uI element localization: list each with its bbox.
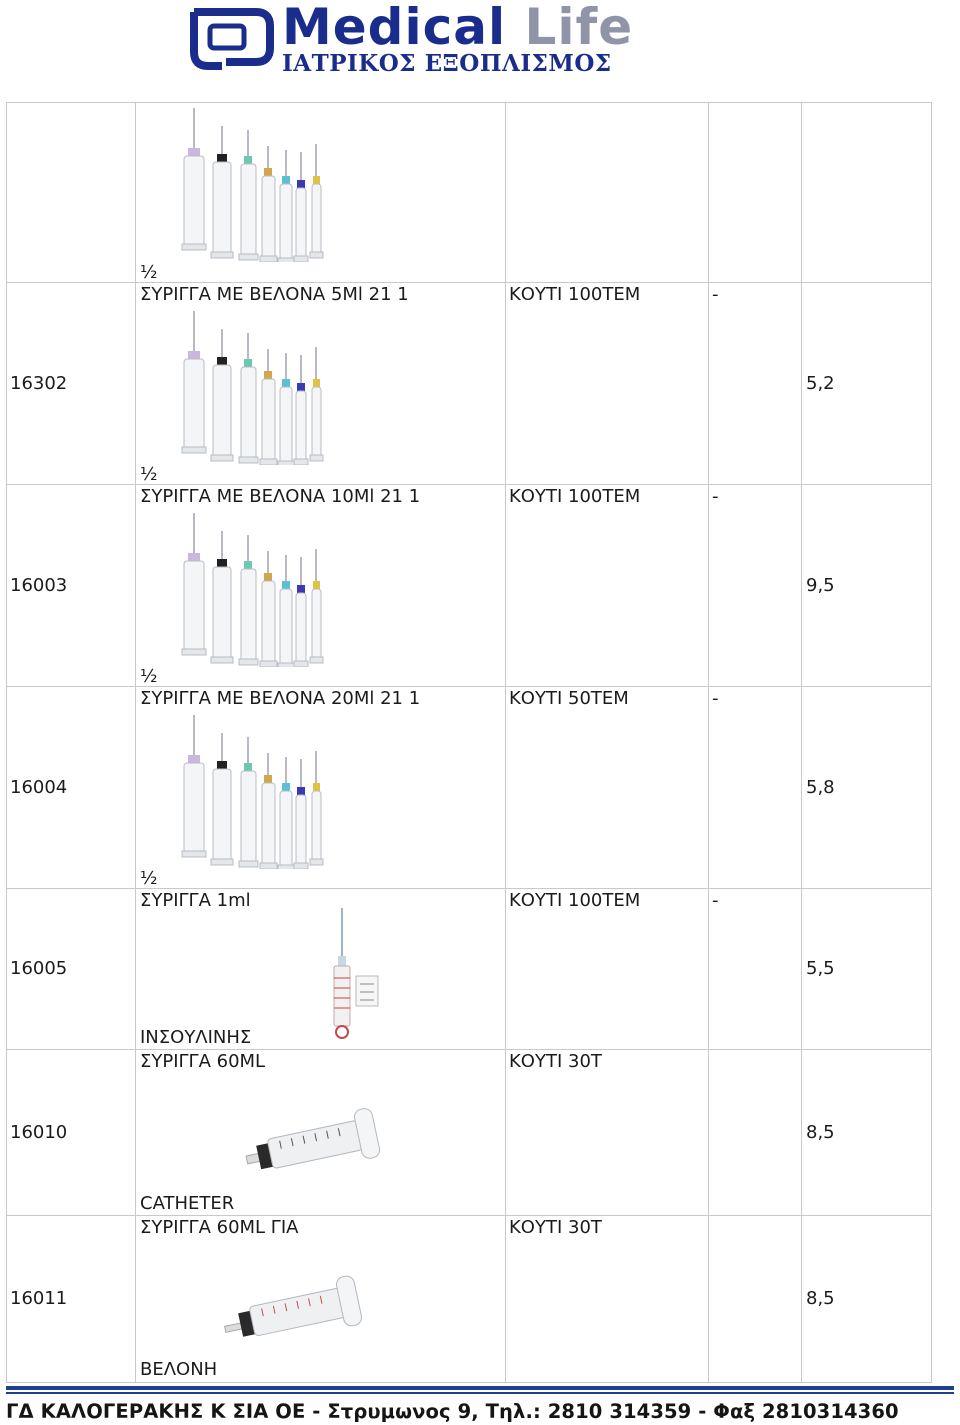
- syringe-set-image: [170, 513, 330, 667]
- row-divider: [6, 1049, 932, 1050]
- insulin-syringe-image: [326, 908, 386, 1046]
- logo-word-medical: Medical: [282, 0, 507, 56]
- dash-mark: -: [712, 284, 719, 305]
- half-mark: ½: [140, 666, 158, 687]
- footer-rule-thick: [6, 1386, 954, 1390]
- syringe-60ml-catheter-image: [220, 1272, 365, 1342]
- product-price: 9,5: [806, 575, 835, 596]
- product-name: ΣΥΡΙΓΓΑ 1ml: [140, 890, 251, 911]
- product-price: 8,5: [806, 1288, 835, 1309]
- dash-mark: -: [712, 890, 719, 911]
- dash-mark: -: [712, 486, 719, 507]
- footer-contact-line: ΓΔ ΚΑΛΟΓΕΡΑΚΗΣ Κ ΣΙΑ ΟΕ - Στρυμωνος 9, Τηλ.: 2810 314359 - Φαξ 2810314360: [6, 1400, 899, 1423]
- syringe-set-image: [170, 715, 330, 869]
- product-code: 16005: [10, 958, 68, 979]
- package-size: ΚΟΥΤΙ 30Τ: [509, 1217, 602, 1238]
- product-price: 8,5: [806, 1122, 835, 1143]
- product-price: 5,2: [806, 373, 835, 394]
- package-size: ΚΟΥΤΙ 100ΤΕΜ: [509, 284, 641, 305]
- product-name: ΣΥΡΙΓΓΑ ΜΕ ΒΕΛΟΝΑ 10Ml 21 1: [140, 486, 421, 507]
- syringe-set-image: [170, 311, 330, 465]
- syringe-60ml-image: [240, 1104, 385, 1174]
- package-size: ΚΟΥΤΙ 50ΤΕΜ: [509, 688, 629, 709]
- package-size: ΚΟΥΤΙ 100ΤΕΜ: [509, 890, 641, 911]
- column-divider: [6, 103, 7, 1383]
- row-divider: [6, 1215, 932, 1216]
- package-size: ΚΟΥΤΙ 30Τ: [509, 1051, 602, 1072]
- column-divider: [931, 103, 932, 1383]
- column-divider: [708, 103, 709, 1383]
- logo-mark-icon: [186, 8, 276, 70]
- product-name: ΣΥΡΙΓΓΑ 60ML: [140, 1051, 266, 1072]
- half-mark: ½: [140, 868, 158, 889]
- syringe-set-image: [170, 108, 330, 262]
- product-code: 16010: [10, 1122, 68, 1143]
- product-code: 16004: [10, 777, 68, 798]
- product-name-continuation: CATHETER: [140, 1193, 235, 1214]
- package-size: ΚΟΥΤΙ 100ΤΕΜ: [509, 486, 641, 507]
- logo-subtitle: ΙΑΤΡΙΚΟΣ ΕΞΟΠΛΙΣΜΟΣ: [282, 50, 612, 77]
- product-name: ΣΥΡΙΓΓΑ ΜΕ ΒΕΛΟΝΑ 20Ml 21 1: [140, 688, 421, 709]
- column-divider: [801, 103, 802, 1383]
- page-header: [0, 0, 960, 100]
- product-price: 5,5: [806, 958, 835, 979]
- product-name: ΣΥΡΙΓΓΑ ΜΕ ΒΕΛΟΝΑ 5Ml 21 1: [140, 284, 409, 305]
- product-code: 16003: [10, 575, 68, 596]
- column-divider: [135, 103, 136, 1383]
- product-code: 16302: [10, 373, 68, 394]
- product-name: ΣΥΡΙΓΓΑ 60ML ΓΙΑ: [140, 1217, 299, 1238]
- column-divider: [505, 103, 506, 1383]
- product-price: 5,8: [806, 777, 835, 798]
- dash-mark: -: [712, 688, 719, 709]
- logo-word-life: Life: [524, 0, 634, 56]
- footer-rule-thin: [6, 1392, 954, 1394]
- product-code: 16011: [10, 1288, 68, 1309]
- logo-title: [282, 0, 633, 56]
- product-name-tail: ΒΕΛΟΝΗ: [140, 1359, 218, 1380]
- medical-life-logo: [186, 0, 771, 77]
- half-mark: ½: [140, 464, 158, 485]
- half-mark: ½: [140, 262, 158, 283]
- product-name-continuation: ΙΝΣΟΥΛΙΝΗΣ: [140, 1027, 252, 1048]
- syringe-group: [182, 108, 323, 262]
- row-divider: [6, 1382, 932, 1383]
